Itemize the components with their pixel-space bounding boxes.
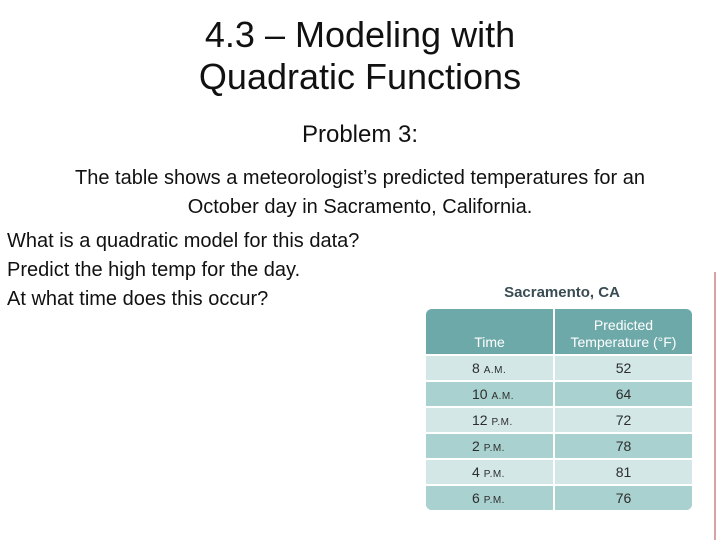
temperature-cell: 64 [554,381,692,407]
time-period: P.M. [483,469,505,480]
question-time-of-high: At what time does this occur? [7,288,269,310]
header-temperature-line-1: Predicted [593,317,654,333]
time-period: A.M. [483,365,507,376]
temperature-cell: 72 [554,407,692,433]
time-hour: 4 [472,464,480,480]
time-period: P.M. [483,443,505,454]
temperature-cell: 81 [554,459,692,485]
table-row [426,407,692,433]
page-edge-mark [714,272,720,540]
table-row [426,485,692,510]
time-hour: 8 [472,360,480,376]
slide-title-line-1: 4.3 – Modeling with [204,14,516,55]
header-time-label: Time [474,334,505,350]
time-hour: 12 [472,412,488,428]
problem-intro-line-2: October day in Sacramento, California. [187,196,533,218]
problem-intro [0,164,720,222]
time-cell [426,381,554,407]
table-row [426,355,692,381]
time-hour: 10 [472,386,488,402]
temperature-cell: 52 [554,355,692,381]
table-row [426,381,692,407]
time-cell [426,485,554,510]
temperature-table-figure [426,283,692,510]
header-temperature [554,309,692,355]
table-row [426,459,692,485]
header-temperature-line-2: Temperature (°F) [570,334,677,350]
time-cell [426,459,554,485]
question-list [7,227,359,314]
time-cell [426,355,554,381]
time-period: P.M. [491,417,513,428]
problem-intro-line-1: The table shows a meteorologist’s predicted temperatures for an [75,167,645,189]
time-hour: 6 [472,490,480,506]
slide-title-line-2: Quadratic Functions [198,56,522,97]
temperature-cell: 76 [554,485,692,510]
temperature-table [426,309,692,510]
header-time [426,309,554,355]
time-hour: 2 [472,438,480,454]
slide-title [0,14,720,98]
temperature-cell: 78 [554,433,692,459]
question-quadratic-model: What is a quadratic model for this data? [7,230,360,252]
time-cell [426,433,554,459]
table-row [426,433,692,459]
problem-heading: Problem 3: [301,121,419,148]
question-high-temp: Predict the high temp for the day. [7,259,301,281]
table-header-row [426,309,692,355]
time-period: P.M. [483,495,505,506]
time-cell [426,407,554,433]
table-caption: Sacramento, CA [504,284,620,301]
time-period: A.M. [491,391,515,402]
